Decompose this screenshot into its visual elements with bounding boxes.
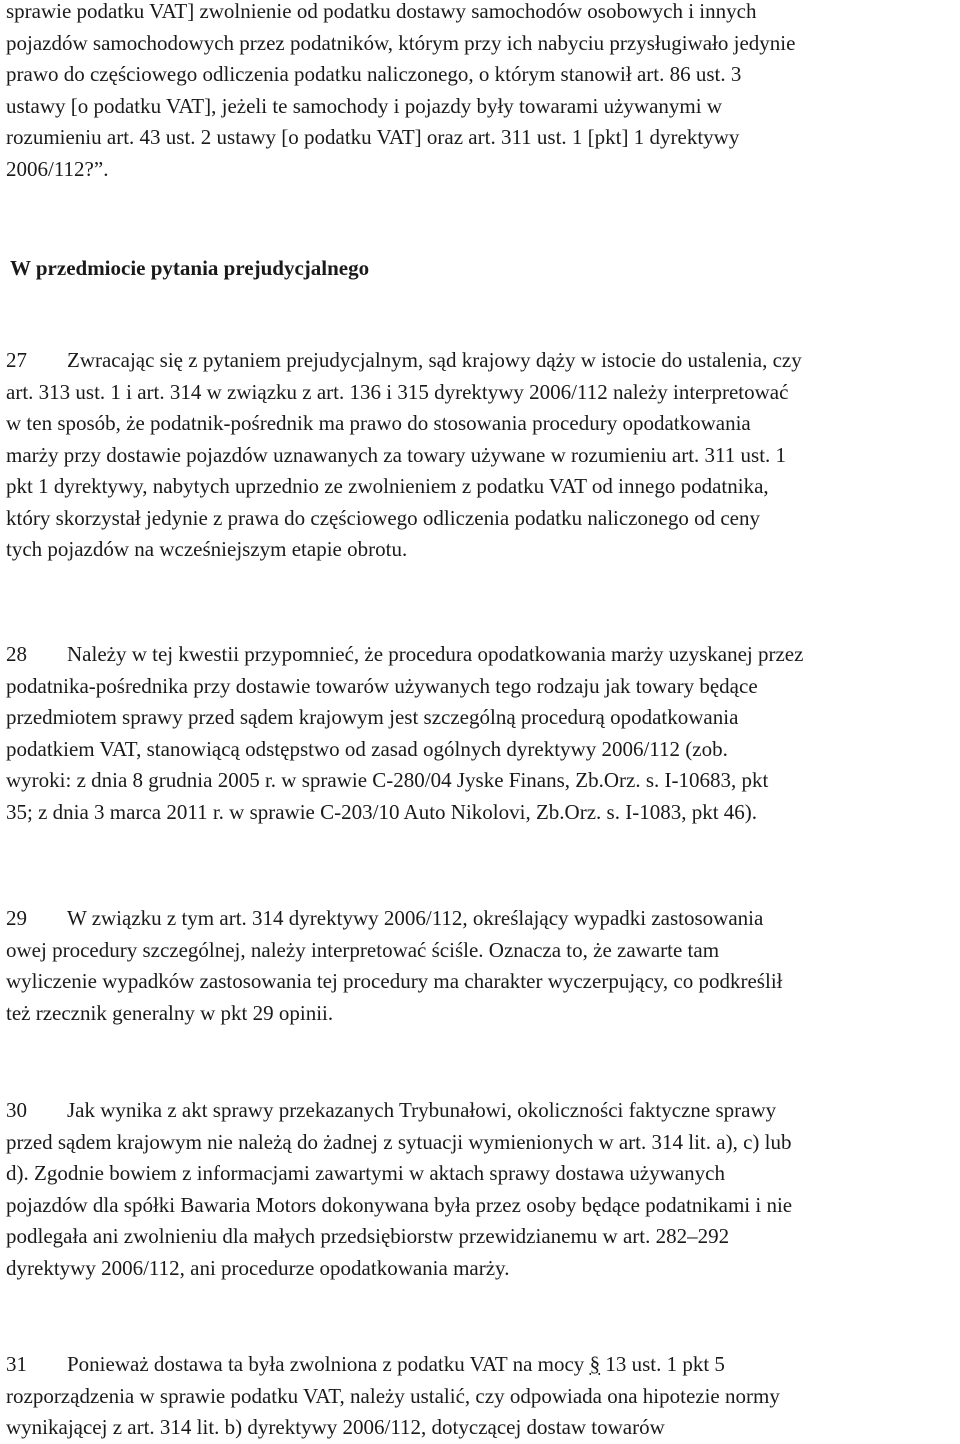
text-line: prawo do częściowego odliczenia podatku naliczonego, o którym stanowił art. 86 ust. 3	[6, 62, 742, 86]
text-line: Zwracając się z pytaniem prejudycjalnym, sąd krajowy dąży w istocie do ustalenia, czy	[67, 348, 802, 372]
text-line: marży przy dostawie pojazdów uznawanych za towary używane w rozumieniu art. 311 ust. 1	[6, 442, 787, 467]
paragraph-number: 27	[6, 348, 27, 372]
text-line: 2006/112?”.	[6, 156, 109, 181]
text-line: w ten sposób, że podatnik‑pośrednik ma prawo do stosowania procedury opodatkowania	[6, 411, 751, 435]
section-sign-symbol: §	[589, 1352, 601, 1376]
paragraph-31	[6, 1349, 956, 1444]
paragraph-30	[6, 1095, 956, 1284]
text-line: W związku z tym art. 314 dyrektywy 2006/112, określający wypadki zastosowania	[67, 906, 764, 930]
text-line: pojazdów samochodowych przez podatników, którym przy ich nabyciu przysługiwało jedynie	[6, 30, 796, 55]
text-line: 13 ust. 1 pkt 5	[605, 1352, 725, 1376]
text-line: rozumieniu art. 43 ust. 2 ustawy [o podatku VAT] oraz art. 311 ust. 1 [pkt] 1 dyrektywy	[6, 125, 740, 149]
text-line: też rzecznik generalny w pkt 29 opinii.	[6, 1000, 334, 1025]
text-line: który skorzystał jedynie z prawa do częściowego odliczenia podatku naliczonego od ceny	[6, 505, 760, 530]
paragraph-first-line	[6, 903, 956, 935]
paragraph-first-line	[6, 1349, 956, 1381]
paragraph-27	[6, 345, 956, 566]
text-line: Należy w tej kwestii przypomnieć, że procedura opodatkowania marży uzyskanej przez	[67, 642, 804, 666]
text-line: art. 313 ust. 1 i art. 314 w związku z art. 136 i 315 dyrektywy 2006/112 należy interpretować	[6, 379, 789, 404]
paragraph-29	[6, 903, 956, 1029]
text-line: tych pojazdów na wcześniejszym etapie obrotu.	[6, 537, 408, 561]
text-line: przed sądem krajowym nie należą do żadnej z sytuacji wymienionych w art. 314 lit. a), c) lub	[6, 1129, 792, 1154]
text-line: wynikającej z art. 314 lit. b) dyrektywy 2006/112, dotyczącej dostaw towarów	[6, 1415, 665, 1439]
text-line: dyrektywy 2006/112, ani procedurze opodatkowania marży.	[6, 1255, 510, 1280]
text-line: podlegała ani zwolnieniu dla małych przedsiębiorstw przewidzianemu w art. 282–292	[6, 1224, 730, 1248]
section-heading: W przedmiocie pytania prejudycjalnego	[10, 256, 370, 280]
text-line: Jak wynika z akt sprawy przekazanych Trybunałowi, okoliczności faktyczne sprawy	[67, 1098, 777, 1122]
text-line: przedmiotem sprawy przed sądem krajowym jest szczególną procedurą opodatkowania	[6, 705, 739, 729]
paragraph-first-line	[6, 639, 956, 671]
paragraph-number: 31	[6, 1352, 27, 1376]
text-line: podatnika‑pośrednika przy dostawie towarów używanych tego rodzaju jak towary będące	[6, 673, 758, 698]
intro-paragraph	[6, 0, 956, 185]
text-line: podatkiem VAT, stanowiącą odstępstwo od zasad ogólnych dyrektywy 2006/112 (zob.	[6, 736, 728, 761]
text-line: rozporządzenia w sprawie podatku VAT, należy ustalić, czy odpowiada ona hipotezie normy	[6, 1383, 780, 1408]
paragraph-number: 29	[6, 906, 27, 930]
text-line: 35; z dnia 3 marca 2011 r. w sprawie C‑203/10 Auto Nikolovi, Zb.Orz. s. I‑1083, pkt 46).	[6, 799, 758, 824]
text-line: owej procedury szczególnej, należy interpretować ściśle. Oznacza to, że zawarte tam	[6, 937, 720, 962]
paragraph-first-line	[6, 1095, 956, 1127]
paragraph-28	[6, 639, 956, 828]
text-line: ustawy [o podatku VAT], jeżeli te samochody i pojazdy były towarami używanymi w	[6, 93, 722, 118]
paragraph-first-line	[6, 345, 956, 377]
text-line: Ponieważ dostawa ta była zwolniona z podatku VAT na mocy	[67, 1352, 585, 1376]
text-line: pkt 1 dyrektywy, nabytych uprzednio ze zwolnieniem z podatku VAT od innego podatnika,	[6, 474, 769, 498]
text-line: wyliczenie wypadków zastosowania tej procedury ma charakter wyczerpujący, co podkreślił	[6, 969, 783, 993]
text-line: sprawie podatku VAT] zwolnienie od podatku dostawy samochodów osobowych i innych	[6, 0, 757, 23]
text-line: pojazdów dla spółki Bawaria Motors dokonywana była przez osoby będące podatnikami i nie	[6, 1192, 793, 1217]
text-line: d). Zgodnie bowiem z informacjami zawartymi w aktach sprawy dostawa używanych	[6, 1161, 726, 1185]
paragraph-number: 30	[6, 1098, 27, 1122]
text-line: wyroki: z dnia 8 grudnia 2005 r. w sprawie C‑280/04 Jyske Finans, Zb.Orz. s. I‑10683, pkt	[6, 768, 769, 792]
paragraph-number: 28	[6, 642, 27, 666]
